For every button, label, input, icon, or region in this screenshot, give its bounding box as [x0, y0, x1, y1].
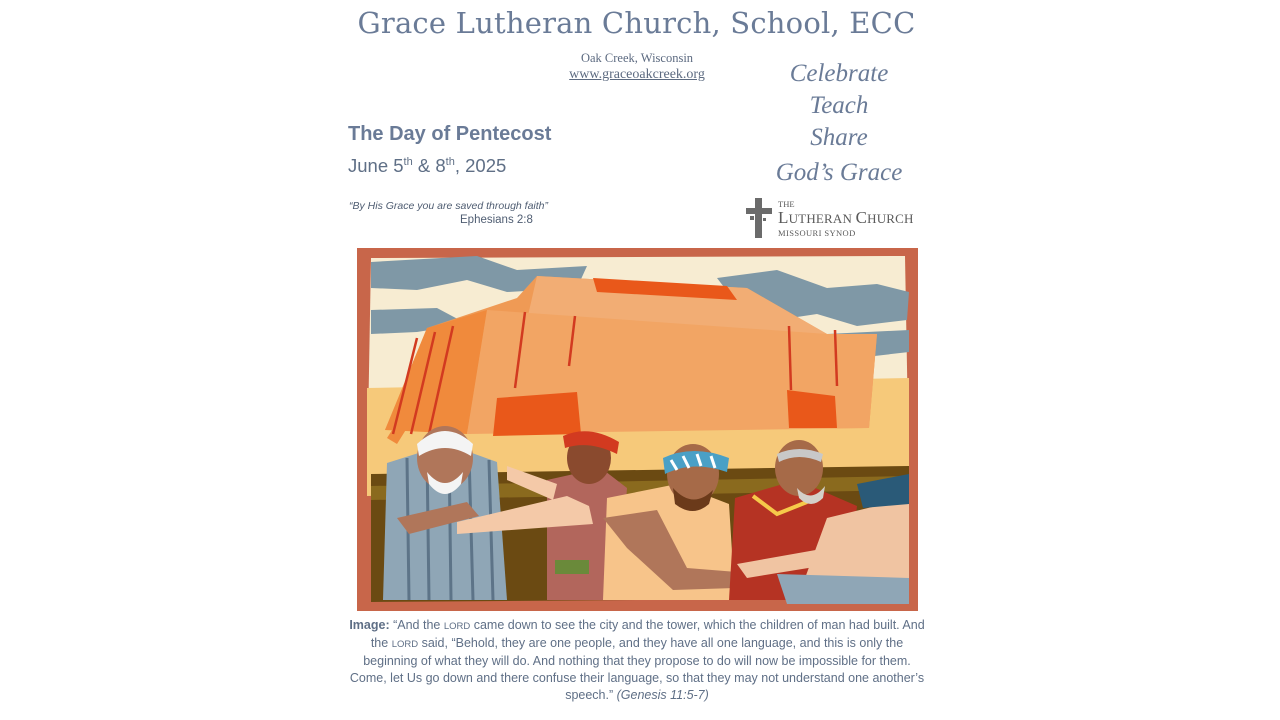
motto-block: [762, 58, 916, 189]
cross-icon: [744, 197, 776, 239]
location-text: Oak Creek, Wisconsin: [580, 51, 694, 65]
lcms-logo: [744, 197, 924, 241]
verse-reference: Ephesians 2:8: [460, 214, 533, 226]
caption-reference: (Genesis 11:5-7): [616, 688, 709, 702]
verse-quote: “By His Grace you are saved through faith”: [349, 200, 549, 212]
tower-of-babel-illustration: [357, 248, 918, 611]
motto-line: God’s Grace: [775, 159, 903, 186]
church-name-title: Grace Lutheran Church, School, ECC: [357, 6, 916, 40]
logo-line-name: LUTHERAN CHURCH: [778, 208, 914, 227]
event-title: The Day of Pentecost: [348, 123, 552, 145]
website-link[interactable]: www.graceoakcreek.org: [569, 67, 705, 82]
logo-line-synod: MISSOURI SYNOD: [778, 228, 856, 238]
motto-line: Teach: [809, 92, 869, 119]
logo-line-the: THE: [778, 199, 795, 209]
image-caption: Image: “And the LORD came down to see the city and the tower, which the children of man had built. And the LORD said, “Behold, they are one people, and they have all one language, and this is only the beginning of what they will do. And nothing that they propose to do will now be impossible for them. Come, let Us go down and there confuse their language, so that they may not understand one another’s speech.” (Genesis 11:5-7): [349, 618, 925, 702]
motto-line: Celebrate: [789, 60, 889, 87]
motto-line: Share: [810, 124, 868, 151]
event-dates: June 5th & 8th, 2025: [348, 155, 507, 176]
